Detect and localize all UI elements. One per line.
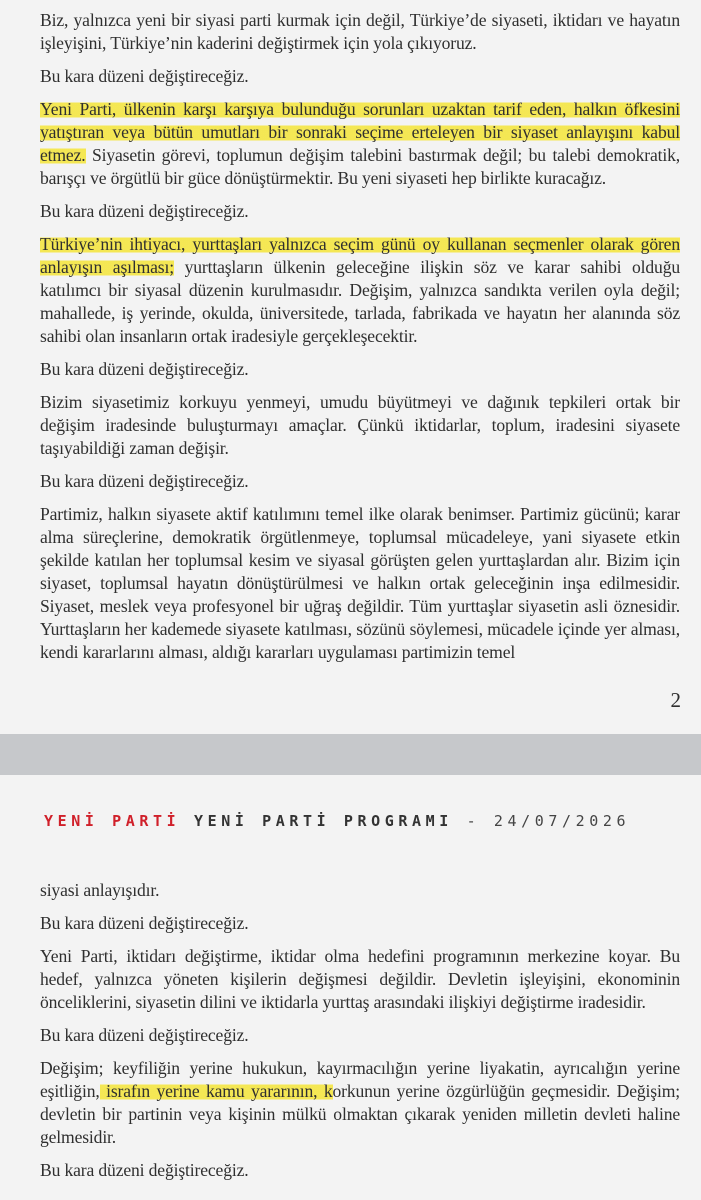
paragraph-text: Bu kara düzeni değiştireceğiz. [40,471,249,491]
body-paragraph [40,98,680,190]
paragraph-text: Bu kara düzeni değiştireceğiz. [40,66,249,86]
refrain-line [40,1024,680,1047]
paragraph-text: Bu kara düzeni değiştireceğiz. [40,1160,249,1180]
paragraph-text: Bizim siyasetimiz korkuyu yenmeyi, umudu büyütmeyi ve dağınık tepkileri ortak bir değişim iradesinde buluşturmayı amaçlar. Çünkü iktidarlar, toplum, iradesini siyasete taşıyabildiği zaman değişir. [40,392,680,458]
highlighted-text: Türkiye’nin ihtiyacı, yurttaşları yalnızca seçim günü oy kullanan seçmenler olarak gören anlayışın aşılması; [40,234,680,277]
paragraph-text: siyasi anlayışıdır. [40,880,160,900]
refrain-line [40,1159,680,1182]
paragraph-text: Bu kara düzeni değiştireceğiz. [40,359,249,379]
paragraph-text: orkunun yerine özgürlüğün geçmesidir. Değişim; devletin bir partinin veya kişinin mülkü olmaktan çıkarak yeniden milletin devleti haline gelmesidir. [40,1081,680,1147]
paragraph-text: Bu kara düzeni değiştireceğiz. [40,913,249,933]
highlighted-text: Yeni Parti, ülkenin karşı karşıya bulunduğu sorunları uzaktan tarif eden, halkın öfkesini yatıştıran veya bütün umutları bir sonraki seçime erteleyen bir siyaset anlayışını kabul etmez. [40,99,680,165]
body-paragraph [40,233,680,348]
paragraph-text: Değişim; keyfiliğin yerine hukukun, kayırmacılığın yerine liyakatin, ayrıcalığın yerine eşitliğin, [40,1058,680,1101]
body-paragraph [40,391,680,460]
refrain-line [40,470,680,493]
body-paragraph [40,945,680,1014]
page-2-body-text [40,879,680,1192]
paragraph-text: Bu kara düzeni değiştireceğiz. [40,1025,249,1045]
page-1-body-text [40,9,680,674]
document-page-2 [0,775,701,1200]
header-separator: - [466,812,481,830]
paragraph-text: Siyasetin görevi, toplumun değişim talebini bastırmak değil; bu talebi demokratik, barışçı ve örgütlü bir güce dönüştürmektir. Bu yeni siyaseti hep birlikte kuracağız. [40,145,680,188]
body-paragraph [40,9,680,55]
refrain-line [40,912,680,935]
body-paragraph [40,503,680,664]
paragraph-text: yurttaşların ülkenin geleceğine ilişkin söz ve karar sahibi olduğu katılımcı bir siyasal düzenin kurulmasıdır. Değişim, yalnızca sandıkta verilen oyla değil; mahallede, iş yerinde, okulda, üniversitede, tarlada, fabrikada ve hayatın her alanında söz sahibi olan insanların ortak iradesiyle gerçekleşecektir. [40,257,680,346]
paragraph-text: Partimiz, halkın siyasete aktif katılımını temel ilke olarak benimser. Partimiz gücünü; karar alma süreçlerine, demokratik örgütlenmeye, toplumsal mücadeleye, yani siyasete etkin şekilde katılan her toplumsal kesim ve siyasal görüşten gelen yurttaşlardan alır. Bizim için siyaset, toplumsal hayatın dönüştürülmesi ve halkın ortak geleceğinin inşa edilmesidir. Siyaset, meslek veya profesyonel bir uğraş değildir. Tüm yurttaşlar siyasetin asli öznesidir. Yurttaşların her kademede siyasete katılması, sözünü söylemesi, mücadele içinde yer alması, kendi kararlarını alması, aldığı kararları uygulaması partimizin temel [40,504,680,662]
paragraph-text: Bu kara düzeni değiştireceğiz. [40,201,249,221]
body-paragraph [40,879,680,902]
running-header [44,812,684,830]
paragraph-text: Yeni Parti, iktidarı değiştirme, iktidar olma hedefini programının merkezine koyar. Bu hedef, yalnızca yöneten kişilerin değişmesi değildir. Devletin işleyişini, ekonominin önceliklerini, siyasetin dilini ve iktidarla yurttaş arasındaki ilişkiyi değiştirme iradesidir. [40,946,680,1012]
refrain-line [40,200,680,223]
refrain-line [40,65,680,88]
page-number: 2 [670,688,681,712]
header-party-name: YENİ PARTİ [44,812,181,830]
header-document-title: YENİ PARTİ PROGRAMI [193,812,453,830]
body-paragraph [40,1057,680,1149]
header-date: 24/07/2026 [493,812,631,830]
refrain-line [40,358,680,381]
paragraph-text: Biz, yalnızca yeni bir siyasi parti kurmak için değil, Türkiye’de siyaseti, iktidarı ve hayatın işleyişini, Türkiye’nin kaderini değiştirmek için yola çıkıyoruz. [40,10,680,53]
page-separator [0,734,701,775]
highlighted-text: israfın yerine kamu yararının, k [99,1081,333,1101]
